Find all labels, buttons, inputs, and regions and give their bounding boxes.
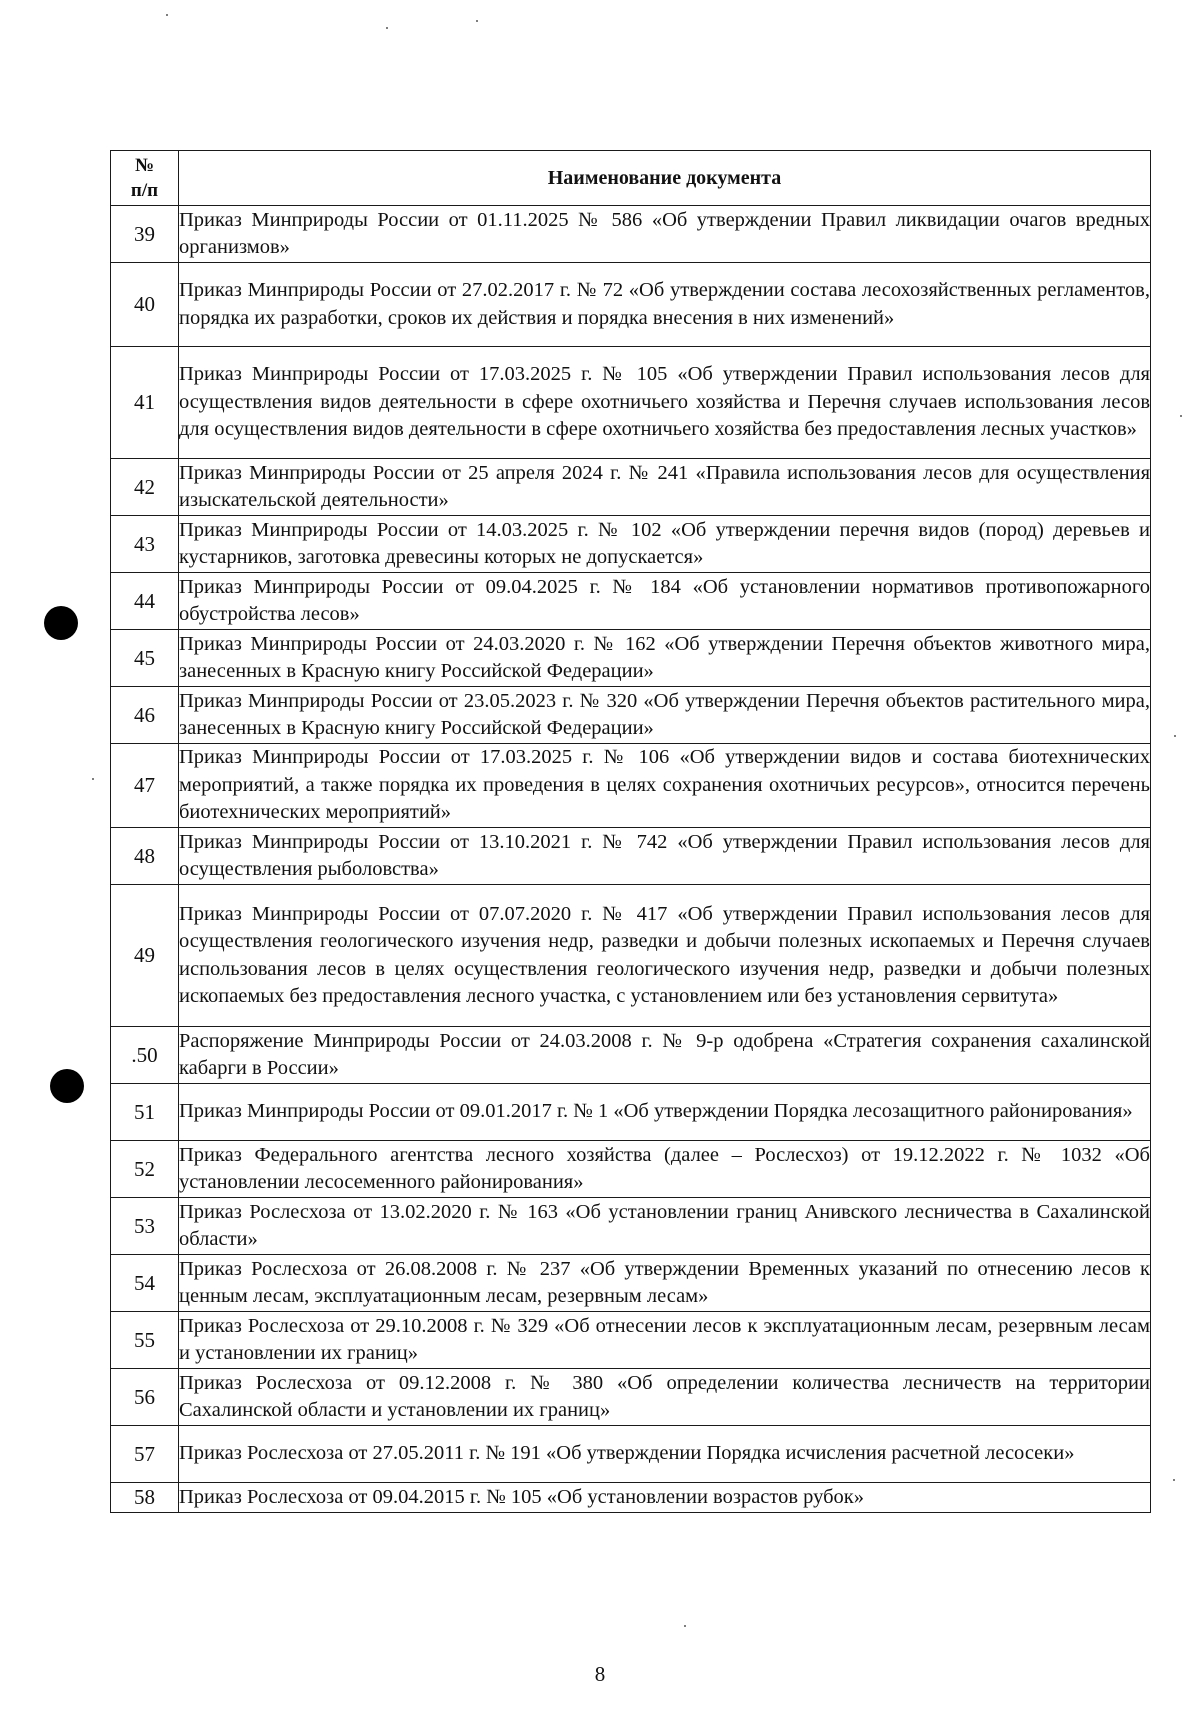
table-row [111, 347, 1151, 459]
document-name: Приказ Рослесхоза от 27.05.2011 г. № 191 «Об утверждении Порядка исчисления расчетной лесосеки» [179, 1426, 1151, 1483]
scan-speck [476, 20, 478, 22]
document-name: Приказ Минприроды России от 17.03.2025 г. № 106 «Об утверждении видов и состава биотехнических мероприятий, а также порядка их проведения в целях сохранения охотничьих ресурсов», относится перечень биотехнических мероприятий» [179, 744, 1151, 828]
punch-hole-mark [44, 606, 78, 640]
table-header-row [111, 151, 1151, 206]
table-row [111, 263, 1151, 347]
document-name: Приказ Минприроды России от 13.10.2021 г. № 742 «Об утверждении Правил использования лесов для осуществления рыболовства» [179, 828, 1151, 885]
row-number: 44 [111, 573, 179, 630]
document-name: Приказ Федерального агентства лесного хозяйства (далее – Рослесхоз) от 19.12.2022 г. № 1032 «Об установлении лесосеменного районирования» [179, 1141, 1151, 1198]
row-number: 46 [111, 687, 179, 744]
document-name: Приказ Минприроды России от 09.01.2017 г. № 1 «Об утверждении Порядка лесозащитного районирования» [179, 1084, 1151, 1141]
document-name: Приказ Минприроды России от 01.11.2025 № 586 «Об утверждении Правил ликвидации очагов вредных организмов» [179, 206, 1151, 263]
document-name: Приказ Минприроды России от 14.03.2025 г. № 102 «Об утверждении перечня видов (пород) деревьев и кустарников, заготовка древесины которых не допускается» [179, 516, 1151, 573]
row-number: 51 [111, 1084, 179, 1141]
document-name: Приказ Рослесхоза от 29.10.2008 г. № 329 «Об отнесении лесов к эксплуатационным лесам, резервным лесам и установлении их границ» [179, 1312, 1151, 1369]
row-number: 41 [111, 347, 179, 459]
row-number: 43 [111, 516, 179, 573]
row-number: 39 [111, 206, 179, 263]
table-row [111, 1255, 1151, 1312]
table-row [111, 1027, 1151, 1084]
table-row [111, 206, 1151, 263]
row-number: 45 [111, 630, 179, 687]
document-name: Распоряжение Минприроды России от 24.03.2008 г. № 9-р одобрена «Стратегия сохранения сахалинской кабарги в России» [179, 1027, 1151, 1084]
documents-table [110, 150, 1151, 1513]
document-name: Приказ Минприроды России от 17.03.2025 г. № 105 «Об утверждении Правил использования лесов для осуществления видов деятельности в сфере охотничьего хозяйства и Перечня случаев использования лесов для осуществления видов деятельности в сфере охотничьего хозяйства без предоставления лесных участков» [179, 347, 1151, 459]
row-number: 53 [111, 1198, 179, 1255]
table-row [111, 1369, 1151, 1426]
document-name: Приказ Минприроды России от 23.05.2023 г. № 320 «Об утверждении Перечня объектов растительного мира, занесенных в Красную книгу Российской Федерации» [179, 687, 1151, 744]
table-row [111, 744, 1151, 828]
document-name: Приказ Рослесхоза от 26.08.2008 г. № 237 «Об утверждении Временных указаний по отнесению лесов к ценным лесам, эксплуатационным лесам, резервным лесам» [179, 1255, 1151, 1312]
document-name: Приказ Рослесхоза от 09.04.2015 г. № 105 «Об установлении возрастов рубок» [179, 1483, 1151, 1513]
table-body [111, 206, 1151, 1513]
document-name: Приказ Минприроды России от 25 апреля 2024 г. № 241 «Правила использования лесов для осуществления изыскательской деятельности» [179, 459, 1151, 516]
row-number: 48 [111, 828, 179, 885]
table-row [111, 885, 1151, 1027]
table-row [111, 687, 1151, 744]
table-row [111, 1312, 1151, 1369]
row-number: 47 [111, 744, 179, 828]
table-row [111, 516, 1151, 573]
table-row [111, 1141, 1151, 1198]
row-number: .50 [111, 1027, 179, 1084]
row-number: 58 [111, 1483, 179, 1513]
table-row [111, 630, 1151, 687]
column-header-name: Наименование документа [179, 151, 1151, 206]
page-number: 8 [594, 1662, 606, 1686]
column-header-number: № п/п [111, 151, 179, 206]
table-row [111, 1198, 1151, 1255]
row-number: 40 [111, 263, 179, 347]
table-row [111, 1426, 1151, 1483]
document-name: Приказ Минприроды России от 24.03.2020 г. № 162 «Об утверждении Перечня объектов животного мира, занесенных в Красную книгу Российской Федерации» [179, 630, 1151, 687]
row-number: 49 [111, 885, 179, 1027]
row-number: 57 [111, 1426, 179, 1483]
table-row [111, 1483, 1151, 1513]
scan-speck [166, 14, 168, 16]
table-row [111, 573, 1151, 630]
document-name: Приказ Минприроды России от 09.04.2025 г. № 184 «Об установлении нормативов противопожарного обустройства лесов» [179, 573, 1151, 630]
row-number: 55 [111, 1312, 179, 1369]
row-number: 42 [111, 459, 179, 516]
scan-speck [684, 1625, 686, 1627]
row-number: 54 [111, 1255, 179, 1312]
table-row [111, 828, 1151, 885]
table-row [111, 459, 1151, 516]
document-name: Приказ Минприроды России от 27.02.2017 г. № 72 «Об утверждении состава лесохозяйственных регламентов, порядка их разработки, сроков их действия и порядка внесения в них изменений» [179, 263, 1151, 347]
table-row [111, 1084, 1151, 1141]
scan-speck [1180, 415, 1182, 417]
row-number: 56 [111, 1369, 179, 1426]
document-name: Приказ Рослесхоза от 13.02.2020 г. № 163 «Об установлении границ Анивского лесничества в Сахалинской области» [179, 1198, 1151, 1255]
scan-speck [1174, 735, 1176, 737]
document-name: Приказ Минприроды России от 07.07.2020 г. № 417 «Об утверждении Правил использования лесов для осуществления геологического изучения недр, разведки и добычи полезных ископаемых и Перечня случаев использования лесов в целях осуществления геологического изучения недр, разведки и добычи полезных ископаемых без предоставления лесного участка, с установлением или без установления сервитута» [179, 885, 1151, 1027]
punch-hole-mark [50, 1069, 84, 1103]
scan-speck [1173, 1479, 1175, 1481]
document-name: Приказ Рослесхоза от 09.12.2008 г. № 380 «Об определении количества лесничеств на территории Сахалинской области и установлении их границ» [179, 1369, 1151, 1426]
row-number: 52 [111, 1141, 179, 1198]
scan-speck [386, 27, 388, 29]
scan-speck [92, 778, 94, 780]
